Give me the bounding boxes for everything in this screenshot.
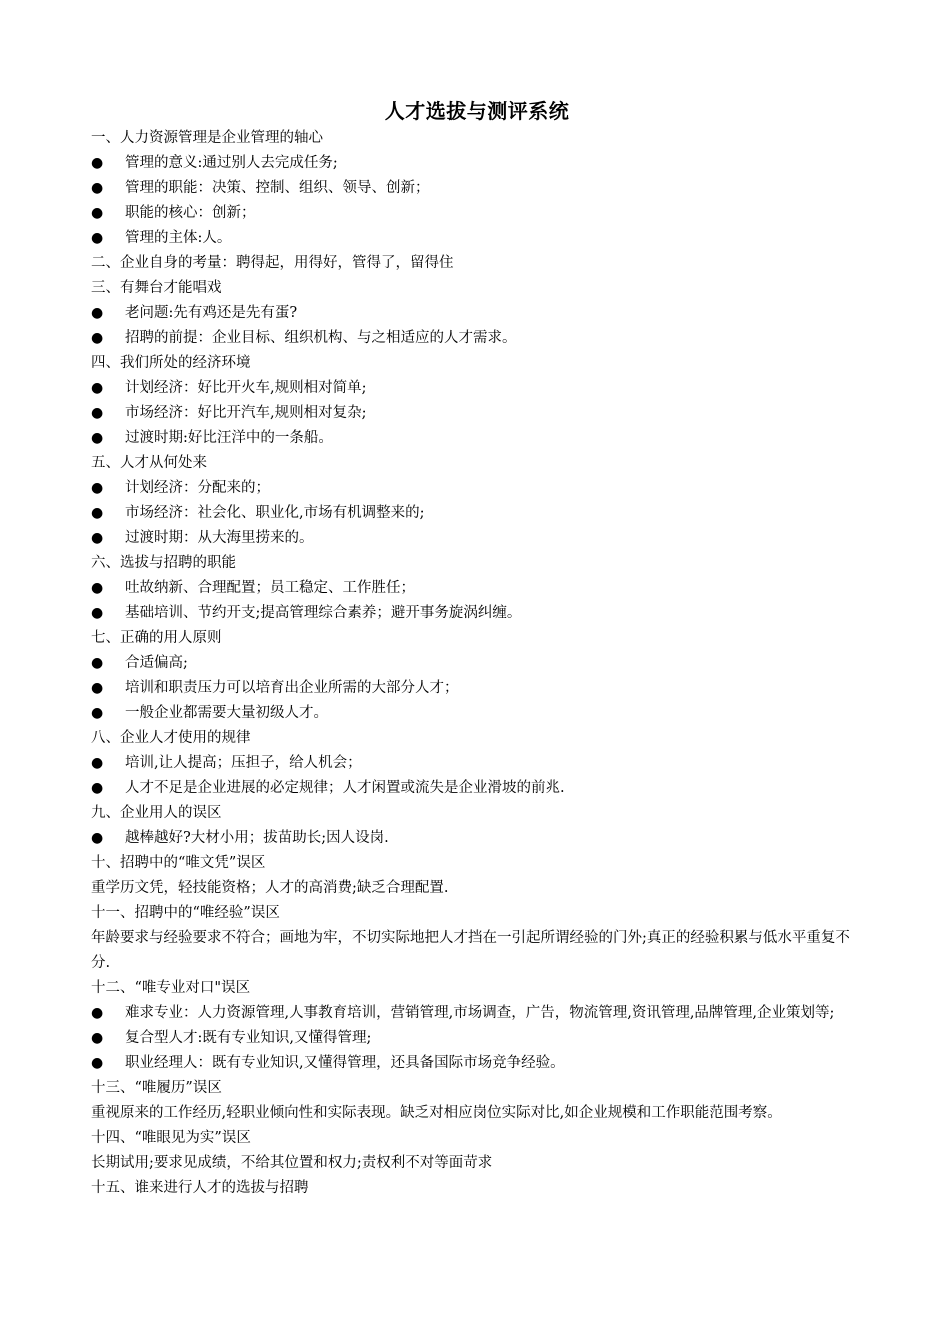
bullet-text: 管理的职能：决策、控制、组织、领导、创新； <box>125 180 430 196</box>
bullet-item <box>91 1001 863 1026</box>
bullet-dot-icon: ● <box>91 230 104 246</box>
bullet-dot-icon: ● <box>91 505 104 521</box>
bullet-item <box>91 151 863 176</box>
body-paragraph: 长期试用;要求见成绩，不给其位置和权力;责权利不对等面苛求 <box>91 1155 493 1171</box>
bullet-dot-icon: ● <box>91 755 104 771</box>
bullet-text: 一般企业都需要大量初级人才。 <box>125 705 328 721</box>
body-paragraph: 重视原来的工作经历,轻职业倾向性和实际表现。缺乏对相应岗位实际对比,如企业规模和工作职能范围考察。 <box>91 1105 782 1121</box>
bullet-item <box>91 701 863 726</box>
document-title: 人才选拔与测评系统 <box>384 99 570 123</box>
bullet-dot-icon: ● <box>91 830 104 846</box>
bullet-dot-icon: ● <box>91 655 104 671</box>
section-heading: 一、人力资源管理是企业管理的轴心 <box>91 130 323 146</box>
bullet-item <box>91 576 863 601</box>
bullet-text: 过渡时期：从大海里捞来的。 <box>125 530 314 546</box>
section-heading: 十五、谁来进行人才的选拔与招聘 <box>91 1180 309 1196</box>
bullet-text: 市场经济：好比开汽车,规则相对复杂; <box>125 405 367 421</box>
bullet-item <box>91 326 863 351</box>
bullet-text: 职业经理人：既有专业知识,又懂得管理，还具备国际市场竞争经验。 <box>125 1055 565 1071</box>
bullet-dot-icon: ● <box>91 480 104 496</box>
bullet-dot-icon: ● <box>91 305 104 321</box>
bullet-item <box>91 476 863 501</box>
bullet-item <box>91 1051 863 1076</box>
body-paragraph: 年龄要求与经验要求不符合；画地为牢，不切实际地把人才挡在一引起所谓经验的门外;真正的经验积累与低水平重复不分. <box>91 930 850 971</box>
bullet-text: 培训和职责压力可以培育出企业所需的大部分人才； <box>125 680 459 696</box>
bullet-text: 市场经济：社会化、职业化,市场有机调整来的; <box>125 505 425 521</box>
bullet-item <box>91 201 863 226</box>
section-heading: 十一、招聘中的“唯经验”误区 <box>91 905 280 921</box>
bullet-item <box>91 526 863 551</box>
bullet-dot-icon: ● <box>91 205 104 221</box>
bullet-text: 老问题:先有鸡还是先有蛋? <box>125 305 298 321</box>
bullet-dot-icon: ● <box>91 155 104 171</box>
section-heading: 八、企业人才使用的规律 <box>91 730 251 746</box>
bullet-text: 职能的核心：创新； <box>125 205 256 221</box>
section-heading: 三、有舞台才能唱戏 <box>91 280 222 296</box>
bullet-text: 计划经济：分配来的； <box>125 480 270 496</box>
section-heading: 十、招聘中的“唯文凭”误区 <box>91 855 266 871</box>
bullet-item <box>91 301 863 326</box>
bullet-text: 培训,让人提高；压担子，给人机会； <box>125 755 362 771</box>
bullet-text: 难求专业：人力资源管理,人事教育培训，营销管理,市场调查，广告，物流管理,资讯管理,品牌管理,企业策划等; <box>125 1005 835 1021</box>
bullet-dot-icon: ● <box>91 530 104 546</box>
bullet-item <box>91 226 863 251</box>
bullet-text: 人才不足是企业进展的必定规律；人才闲置或流失是企业滑坡的前兆. <box>125 780 565 796</box>
bullet-text: 过渡时期:好比汪洋中的一条船。 <box>125 430 333 446</box>
bullet-item <box>91 426 863 451</box>
bullet-dot-icon: ● <box>91 430 104 446</box>
bullet-dot-icon: ● <box>91 780 104 796</box>
bullet-item <box>91 676 863 701</box>
document-page <box>91 96 863 1201</box>
bullet-dot-icon: ● <box>91 680 104 696</box>
bullet-item <box>91 826 863 851</box>
bullet-text: 管理的主体:人。 <box>125 230 232 246</box>
bullet-dot-icon: ● <box>91 1030 104 1046</box>
bullet-text: 复合型人才:既有专业知识,又懂得管理; <box>125 1030 372 1046</box>
bullet-dot-icon: ● <box>91 405 104 421</box>
bullet-text: 计划经济：好比开火车,规则相对简单; <box>125 380 367 396</box>
bullet-text: 管理的意义:通过别人去完成任务; <box>125 155 338 171</box>
bullet-dot-icon: ● <box>91 580 104 596</box>
section-heading: 十四、“唯眼见为实”误区 <box>91 1130 251 1146</box>
section-heading: 十二、“唯专业对口"误区 <box>91 980 251 996</box>
bullet-item <box>91 1026 863 1051</box>
bullet-item <box>91 751 863 776</box>
bullet-dot-icon: ● <box>91 605 104 621</box>
bullet-text: 越棒越好?大材小用；拔苗助长;因人设岗. <box>125 830 389 846</box>
bullet-item <box>91 501 863 526</box>
section-heading: 十三、“唯履历”误区 <box>91 1080 222 1096</box>
bullet-dot-icon: ● <box>91 1005 104 1021</box>
bullet-item <box>91 401 863 426</box>
bullet-item <box>91 376 863 401</box>
bullet-text: 基础培训、节约开支;提高管理综合素养；避开事务旋涡纠缠。 <box>125 605 522 621</box>
bullet-item <box>91 601 863 626</box>
section-heading: 九、企业用人的误区 <box>91 805 222 821</box>
bullet-text: 合适偏高; <box>125 655 188 671</box>
bullet-dot-icon: ● <box>91 330 104 346</box>
body-paragraph: 重学历文凭，轻技能资格；人才的高消费;缺乏合理配置. <box>91 880 449 896</box>
section-heading: 二、企业自身的考量：聘得起，用得好，管得了，留得住 <box>91 255 454 271</box>
bullet-text: 招聘的前提：企业目标、组织机构、与之相适应的人才需求。 <box>125 330 517 346</box>
bullet-item <box>91 651 863 676</box>
bullet-dot-icon: ● <box>91 180 104 196</box>
bullet-dot-icon: ● <box>91 1055 104 1071</box>
section-heading: 七、正确的用人原则 <box>91 630 222 646</box>
bullet-item <box>91 176 863 201</box>
section-heading: 五、人才从何处来 <box>91 455 207 471</box>
document-body <box>91 126 863 1201</box>
section-heading: 六、选拔与招聘的职能 <box>91 555 236 571</box>
bullet-dot-icon: ● <box>91 705 104 721</box>
section-heading: 四、我们所处的经济环境 <box>91 355 251 371</box>
bullet-dot-icon: ● <box>91 380 104 396</box>
bullet-text: 吐故纳新、合理配置；员工稳定、工作胜任； <box>125 580 415 596</box>
bullet-item <box>91 776 863 801</box>
